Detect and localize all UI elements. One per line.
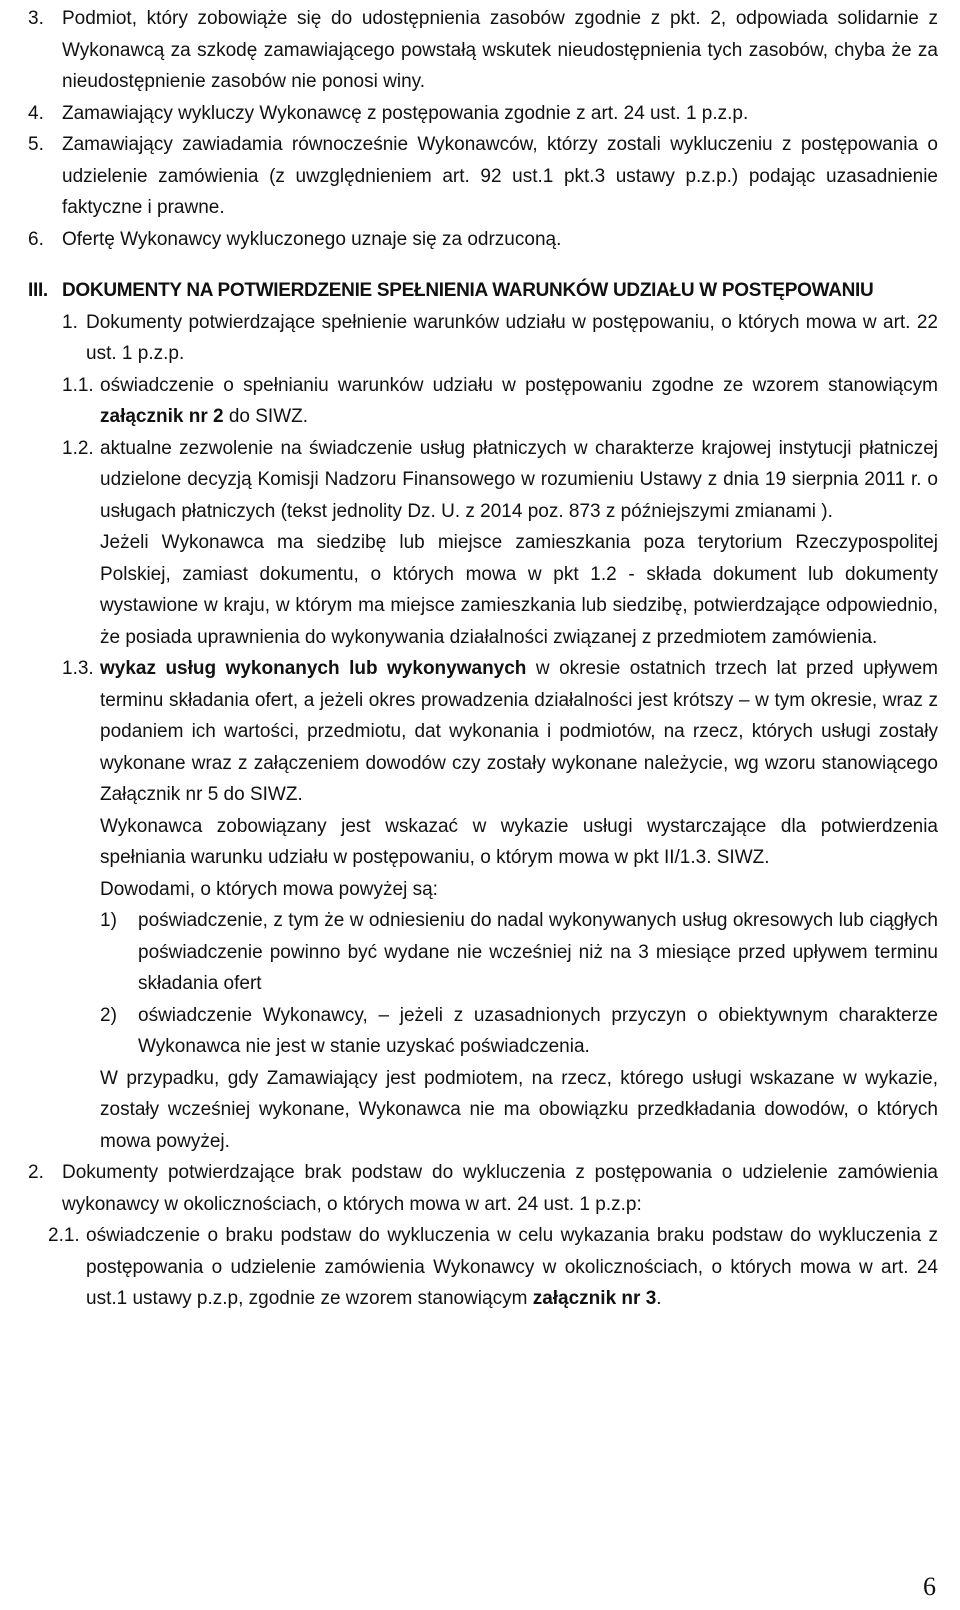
text-part: w okresie ostatnich trzech lat przed upływem terminu składania ofert, a jeżeli okres prowadzenia działalności jest krótszy – w tym okresie, wraz z podaniem ich wartości, przedmiotu, dat wykonania i podmiotów, na rzecz, których usługi zostały wykonane wraz z załączeniem dowodów czy zostały wykonane należycie, wg wzoru stanowiącego Załącznik nr 5 do SIWZ. [100,658,938,805]
item-number: 2.1. [48,1225,80,1246]
sub-list-item [100,1000,938,1063]
text-part: . [656,1288,662,1309]
document-body [28,3,938,1315]
item-text [86,1220,938,1315]
item-text [100,370,938,433]
item-bold-lead: wykaz usług wykonanych lub wykonywanych [100,658,527,679]
text-part: do SIWZ. [223,406,309,427]
attachment-ref: załącznik nr 2 [100,406,224,427]
list-item [28,129,938,224]
item-text: poświadczenie, z tym że w odniesieniu do nadal wykonywanych usług okresowych lub ciągłych poświadczenie powinno być wydane nie wcześniej niż na 3 miesiące przed upływem terminu składania ofert [138,910,938,994]
item-number: 1.3. [62,658,94,679]
item-text [100,433,938,654]
page-number: 6 [923,1572,936,1601]
text-part: oświadczenie o spełnianiu warunków udziału w postępowaniu zgodne ze wzorem stanowiącym [100,374,938,396]
item-number: 1. [62,311,78,333]
list-item [62,370,938,433]
item-number: 1.1. [62,374,94,396]
list-item [28,3,938,98]
item-text: Ofertę Wykonawcy wykluczonego uznaje się za odrzuconą. [62,228,562,250]
attachment-ref: załącznik nr 3 [532,1288,657,1309]
section-content [28,307,938,1158]
list-item [62,307,938,370]
item-number: 1.2. [62,437,94,459]
text-part: oświadczenie o braku podstaw do wykluczenia w celu wykazania braku podstaw do wykluczenia z postępowania o udzielenie zamówienia Wykonawcy w okolicznościach, o których mowa w art. 24 ust.1 ustawy p.z.p, zgodnie ze wzorem stanowiącym [86,1225,938,1309]
item-note: Jeżeli Wykonawca ma siedzibę lub miejsce zamieszkania poza terytorium Rzeczypospolitej Polskiej, zamiast dokumentu, o których mowa w pkt 1.2 - składa dokument lub dokumenty wystawione w kraju, w którym ma miejsce zamieszkania lub siedzibę, potwierdzające odpowiednio, że posiada uprawnienia do wykonywania działalności związanej z przedmiotem zamówienia. [100,532,938,648]
item-number: 2) [100,1004,117,1026]
list-item [48,1220,938,1315]
item-text: oświadczenie Wykonawcy, – jeżeli z uzasadnionych przyczyn o obiektywnym charakterze Wykonawca nie jest w stanie uzyskać poświadczenia. [138,1004,938,1057]
list-item [28,224,938,256]
list-item [62,653,938,811]
sub-list-item [100,905,938,1000]
item-number: 4. [28,102,44,124]
paragraph: W przypadku, gdy Zamawiający jest podmiotem, na rzecz, którego usługi wskazane w wykazie, zostały wcześniej wykonane, Wykonawca nie ma obowiązku przedkładania dowodów, o których mowa powyżej. [100,1067,938,1152]
item-text: Zamawiający wykluczy Wykonawcę z postępowania zgodnie z art. 24 ust. 1 p.z.p. [62,102,749,124]
item-number: 3. [28,8,44,29]
paragraph: Dowodami, o których mowa powyżej są: [100,878,438,900]
item-number: 2. [28,1162,44,1183]
item-subcontent [28,1220,938,1315]
paragraph: Wykonawca zobowiązany jest wskazać w wykazie usługi wystarczające dla potwierdzenia spełniania warunku udziału w postępowaniu, o którym mowa w pkt II/1.3. SIWZ. [100,815,938,868]
item-number: 6. [28,228,44,250]
list-item [28,98,938,130]
item-text: Dokumenty potwierdzające brak podstaw do wykluczenia z postępowania o udzielenie zamówienia wykonawcy w okolicznościach, o których mowa w art. 24 ust. 1 p.z.p: [62,1162,938,1215]
item-text: Zamawiający zawiadamia równocześnie Wykonawców, którzy zostali wykluczeniu z postępowania o udzielenie zamówienia (z uwzględnieniem art. 92 ust.1 pkt.3 ustawy p.z.p.) podając uzasadnienie faktyczne i prawne. [62,134,938,218]
section-heading [28,275,938,307]
item-text: Podmiot, który zobowiąże się do udostępnienia zasobów zgodnie z pkt. 2, odpowiada solidarnie z Wykonawcą za szkodę zamawiającego powstałą wskutek nieudostępnienia tych zasobów, chyba że za nieudostępnienie zasobów nie ponosi winy. [62,8,938,92]
item-text: Dokumenty potwierdzające spełnienie warunków udziału w postępowaniu, o których mowa w art. 22 ust. 1 p.z.p. [86,311,938,364]
section-title: DOKUMENTY NA POTWIERDZENIE SPEŁNIENIA WARUNKÓW UDZIAŁU W POSTĘPOWANIU [62,280,874,301]
section-number: III. [28,280,48,301]
item-subcontent [62,811,938,1158]
list-item [62,433,938,654]
item-number: 5. [28,134,44,155]
item-paragraph: aktualne zezwolenie na świadczenie usług płatniczych w charakterze krajowej instytucji płatniczej udzielone decyzją Komisji Nadzoru Finansowego w rozumieniu Ustawy z dnia 19 sierpnia 2011 r. o usługach płatniczych (tekst jednolity Dz. U. z 2014 poz. 873 z późniejszymi zmianami ). [100,437,938,522]
item-text [100,653,938,811]
item-number: 1) [100,910,117,931]
list-item [28,1157,938,1220]
